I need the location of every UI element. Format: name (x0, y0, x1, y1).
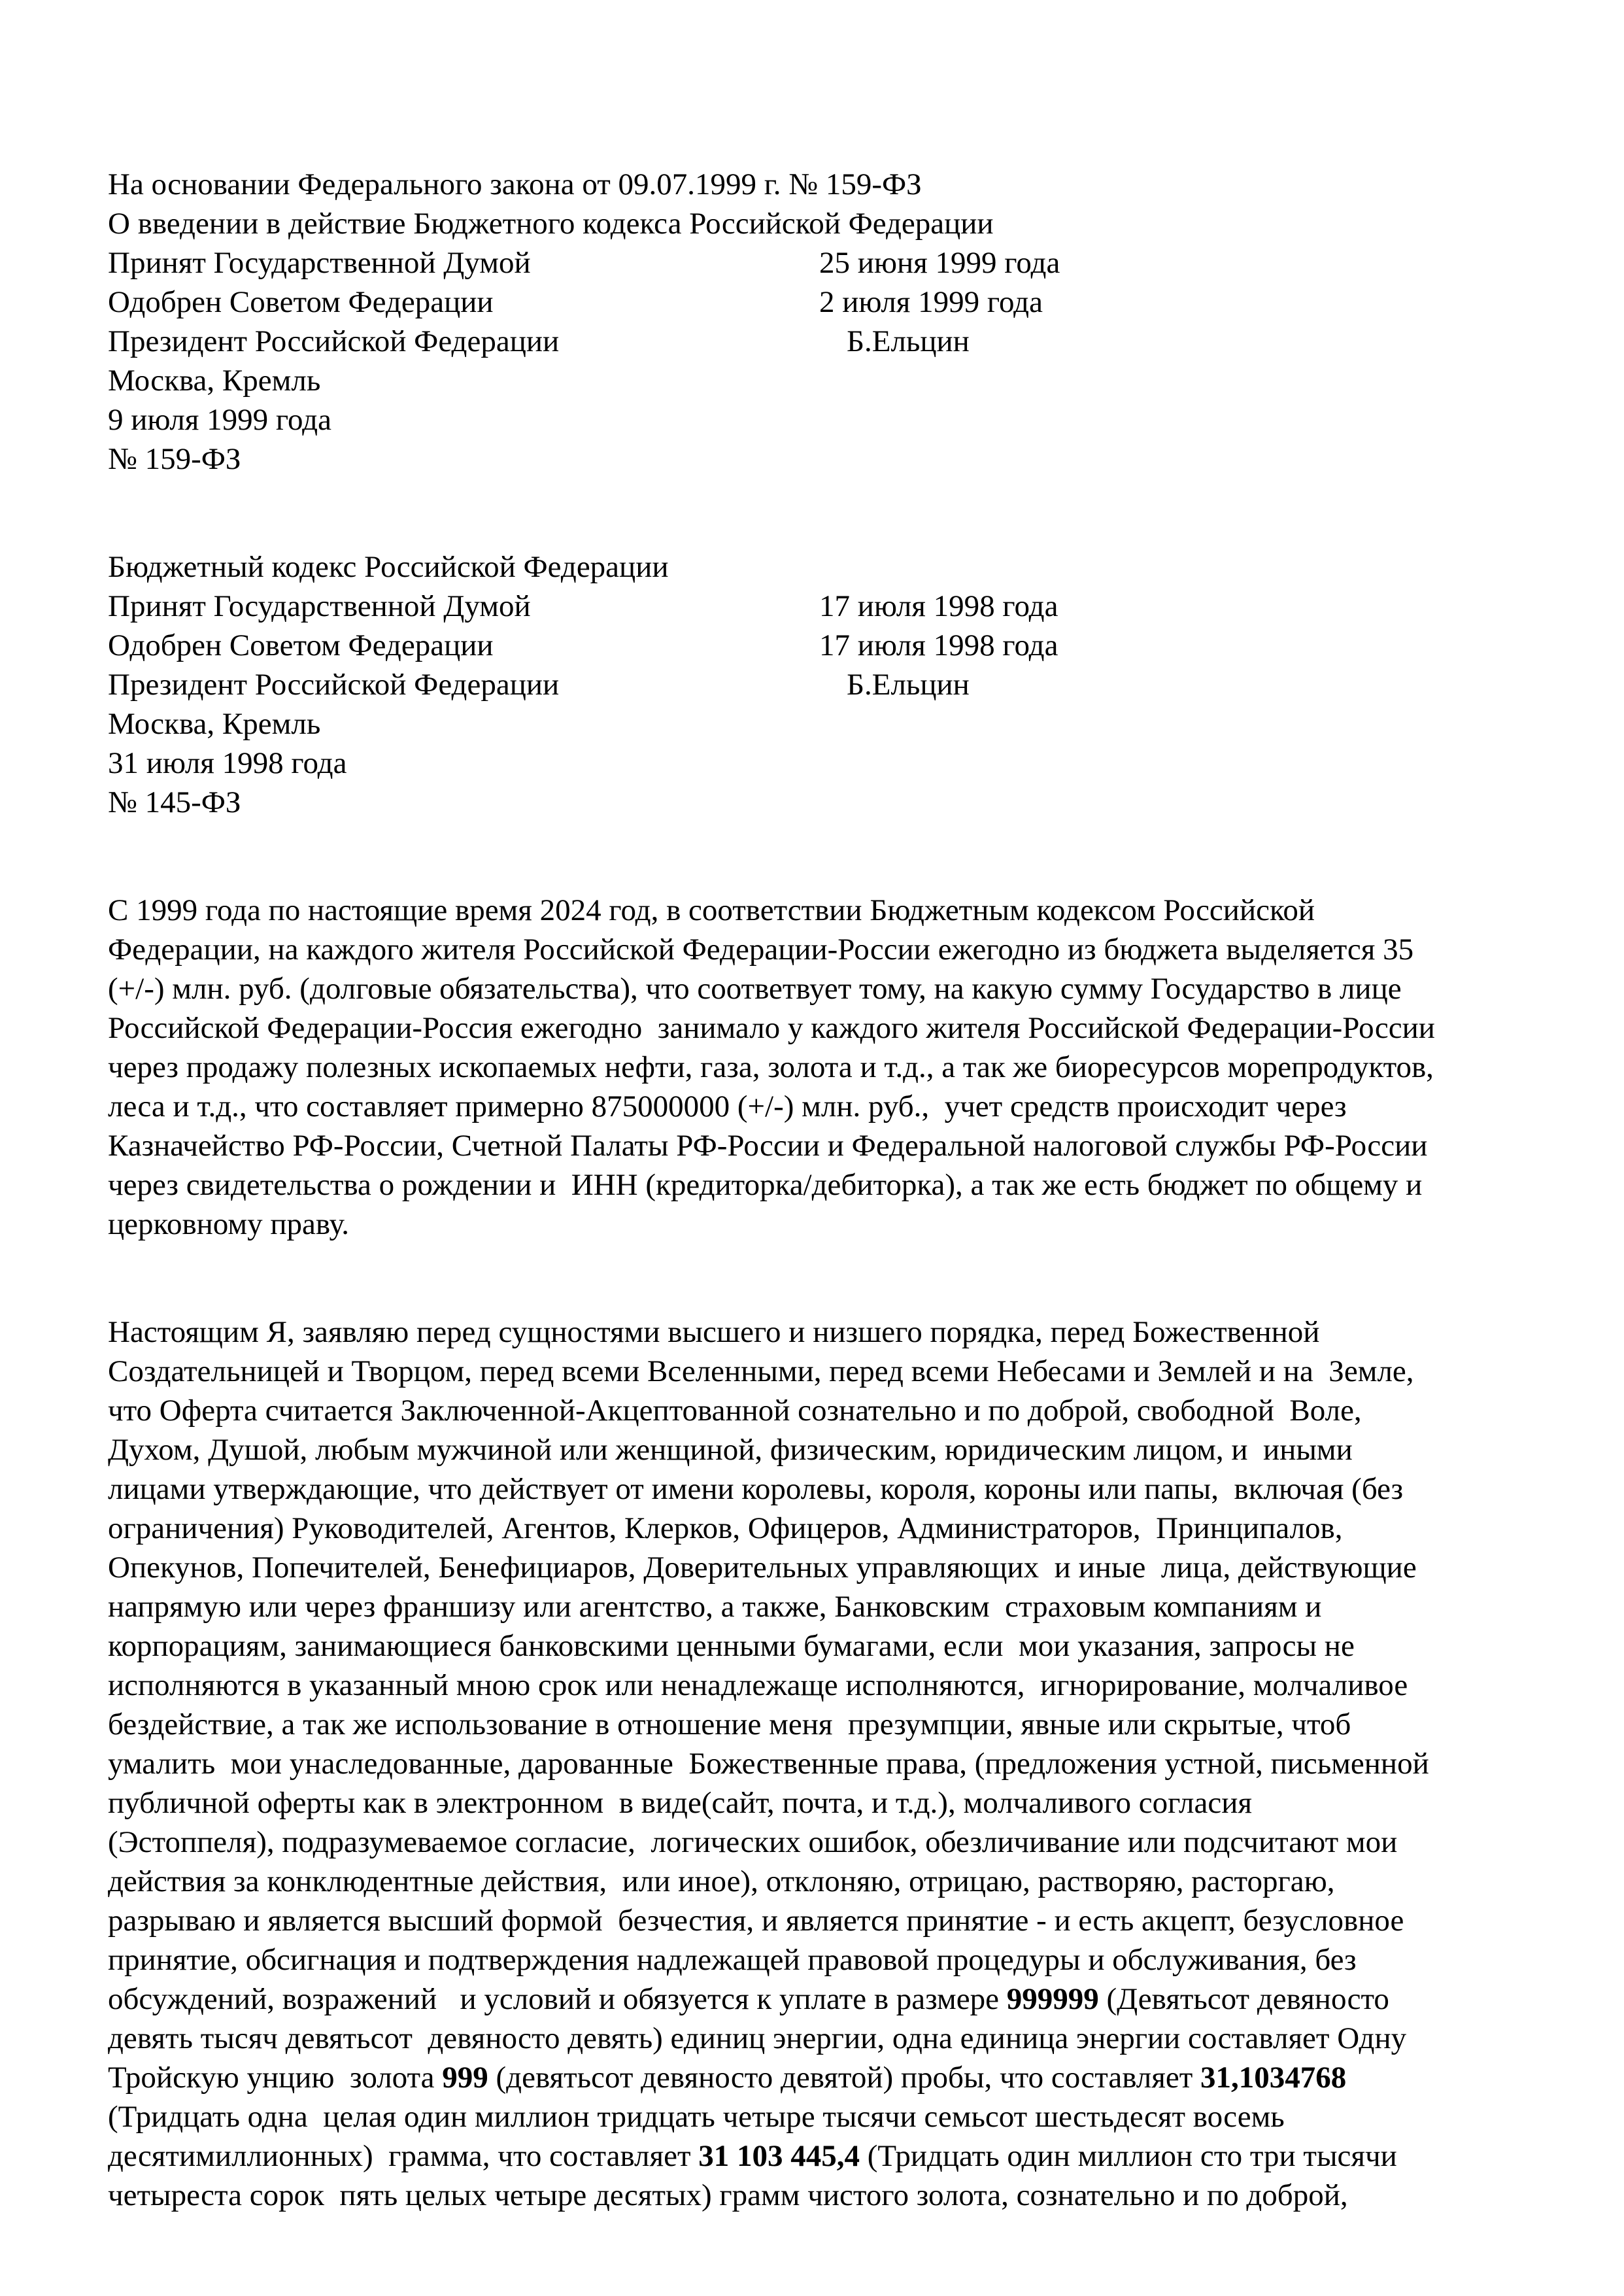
paragraph-text: Федерации, на каждого жителя Российской Федерации-России ежегодно из бюджета выделяется 35 (108, 933, 1414, 967)
text-line (108, 1783, 1546, 1823)
paragraph-text: (девятьсот девяносто девятой) пробы, что составляет (488, 2061, 1201, 2095)
line-text: Президент Российской Федерации (108, 668, 560, 702)
law-header-block-145-fz (108, 547, 1546, 822)
line-text: Бюджетный кодекс Российской Федерации (108, 550, 669, 584)
line-text: Принят Государственной Думой (108, 589, 531, 623)
text-line (108, 1048, 1546, 1087)
text-line (108, 547, 1546, 587)
text-line (108, 1352, 1546, 1391)
paragraph-text: ограничения) Руководителей, Агентов, Клерков, Офицеров, Администраторов, Принципалов, (108, 1511, 1343, 1545)
text-line (108, 1391, 1546, 1430)
text-line (108, 2019, 1546, 2058)
paragraph-text: бездействие, а так же использование в отношение меня презумпции, явные или скрытые, чтоб (108, 1707, 1351, 1741)
paragraph-text: разрываю и является высший формой безчестия, и является принятие - и есть акцепт, безусловное (108, 1904, 1404, 1938)
paragraph-text: Казначейство РФ-России, Счетной Палаты РФ-России и Федеральной налоговой службы РФ-России (108, 1129, 1428, 1163)
text-line (108, 969, 1546, 1008)
declaration-paragraph (108, 1312, 1546, 2215)
text-line (108, 1126, 1546, 1165)
block-gap (108, 822, 1546, 891)
block-gap (108, 1244, 1546, 1312)
signature-text: Б.Ельцин (847, 668, 970, 702)
text-line (108, 1705, 1546, 1744)
line-text: О введении в действие Бюджетного кодекса Российской Федерации (108, 207, 994, 241)
paragraph-text: Создательницей и Творцом, перед всеми Вселенными, перед всеми Небесами и Землей и на Земле, (108, 1354, 1414, 1388)
text-line (108, 400, 1546, 439)
text-line (108, 283, 1546, 322)
paragraph-text: (Девятьсот девяносто (1098, 1982, 1389, 2016)
text-line (108, 1940, 1546, 1979)
paragraph-text: через свидетельства о рождении и ИНН (кредиторка/дебиторка), а так же есть бюджет по общему и (108, 1168, 1423, 1202)
text-line (108, 1744, 1546, 1783)
paragraph-text: что Оферта считается Заключенной-Акцептованной сознательно и по доброй, свободной Воле, (108, 1394, 1362, 1428)
line-text: Принят Государственной Думой (108, 246, 531, 280)
law-header-block-159-fz (108, 165, 1546, 479)
text-line (108, 1469, 1546, 1509)
paragraph-text: С 1999 года по настоящие время 2024 год, в соответствии Бюджетным кодексом Российской (108, 893, 1315, 927)
paragraph-text: Российской Федерации-Россия ежегодно занимало у каждого жителя Российской Федерации-России (108, 1011, 1435, 1045)
text-line (108, 1008, 1546, 1048)
signature-text: Б.Ельцин (847, 324, 970, 358)
text-line (108, 891, 1546, 930)
text-line (108, 1087, 1546, 1126)
paragraph-text: Духом, Душой, любым мужчиной или женщиной, физическим, юридическим лицом, и иными (108, 1433, 1353, 1467)
paragraph-text: действия за конклюдентные действия, или иное), отклоняю, отрицаю, растворяю, расторгаю, (108, 1864, 1335, 1898)
paragraph-text: девять тысяч девятьсот девяносто девять) единиц энергии, одна единица энергии составляет Одну (108, 2021, 1407, 2055)
text-line (108, 165, 1546, 204)
date-text: 2 июля 1999 года (819, 285, 1043, 319)
text-line (108, 361, 1546, 400)
text-line (108, 2058, 1546, 2097)
text-line (108, 1823, 1546, 1862)
text-line (108, 243, 1546, 283)
paragraph-text: корпорациям, занимающиеся банковскими ценными бумагами, если мои указания, запросы не (108, 1629, 1355, 1663)
paragraph-text: Настоящим Я, заявляю перед сущностями высшего и низшего порядка, перед Божественной (108, 1315, 1320, 1349)
paragraph-text: напрямую или через франшизу или агентство, а также, Банковским страховым компаниям и (108, 1590, 1322, 1624)
paragraph-text: четыреста сорок пять целых четыре десятых) грамм чистого золота, сознательно и по доброй, (108, 2178, 1348, 2212)
line-text: Президент Российской Федерации (108, 324, 560, 358)
paragraph-text: принятие, обсигнация и подтверждения надлежащей правовой процедуры и обслуживания, без (108, 1943, 1357, 1977)
paragraph-text: (Тридцать одна целая один миллион тридцать четыре тысячи семьсот шестьдесят восемь (108, 2100, 1285, 2134)
text-line (108, 930, 1546, 969)
line-text: 9 июля 1999 года (108, 403, 331, 437)
paragraph-text: исполняются в указанный мною срок или ненадлежаще исполняются, игнорирование, молчаливое (108, 1668, 1408, 1702)
line-text: На основании Федерального закона от 09.07.1999 г. № 159-ФЗ (108, 167, 922, 201)
text-line (108, 439, 1546, 479)
block-gap (108, 479, 1546, 547)
text-line (108, 1626, 1546, 1666)
text-line (108, 322, 1546, 361)
text-line (108, 2176, 1546, 2215)
paragraph-text: лицами утверждающие, что действует от имени королевы, короля, короны или папы, включая (без (108, 1472, 1404, 1506)
text-line (108, 1430, 1546, 1469)
line-text: № 159-ФЗ (108, 442, 241, 476)
paragraph-text: публичной оферты как в электронном в виде(сайт, почта, и т.д.), молчаливого согласия (108, 1786, 1252, 1820)
text-line (108, 744, 1546, 783)
paragraph-text: умалить мои унаследованные, дарованные Божественные права, (предложения устной, письменной (108, 1747, 1429, 1781)
line-text: Одобрен Советом Федерации (108, 285, 494, 319)
paragraph-text: (Тридцать один миллион сто три тысячи (860, 2139, 1397, 2173)
text-line (108, 704, 1546, 744)
paragraph-text: Опекунов, Попечителей, Бенефициаров, Доверительных управляющих и иные лица, действующие (108, 1551, 1417, 1585)
paragraph-text: обсуждений, возражений и условий и обязуется к уплате в размере (108, 1982, 1007, 2016)
text-line (108, 626, 1546, 665)
text-line (108, 783, 1546, 822)
text-line (108, 1165, 1546, 1205)
text-line (108, 1205, 1546, 1244)
paragraph-text: через продажу полезных ископаемых нефти, газа, золота и т.д., а так же биоресурсов морепродуктов, (108, 1050, 1434, 1084)
paragraph-text: Тройскую унцию золота (108, 2061, 443, 2095)
bold-number: 999 (442, 2061, 488, 2095)
budget-allocation-paragraph (108, 891, 1546, 1244)
text-line (108, 1587, 1546, 1626)
line-text: Москва, Кремль (108, 364, 321, 398)
text-line (108, 1509, 1546, 1548)
bold-number: 31,1034768 (1200, 2061, 1347, 2095)
paragraph-text: десятимиллионных) грамма, что составляет (108, 2139, 699, 2173)
line-text: Москва, Кремль (108, 707, 321, 741)
text-line (108, 2136, 1546, 2176)
text-line (108, 1901, 1546, 1940)
paragraph-text: леса и т.д., что составляет примерно 875000000 (+/-) млн. руб., учет средств происходит через (108, 1089, 1347, 1123)
date-text: 17 июля 1998 года (819, 589, 1058, 623)
text-line (108, 1312, 1546, 1352)
paragraph-text: (+/-) млн. руб. (долговые обязательства), что соответвует тому, на какую сумму Государство в лице (108, 972, 1402, 1006)
text-line (108, 1666, 1546, 1705)
text-line (108, 1548, 1546, 1587)
bold-number: 31 103 445,4 (698, 2139, 860, 2173)
bold-number: 999999 (1006, 1982, 1099, 2016)
line-text: 31 июля 1998 года (108, 746, 347, 780)
paragraph-text: церковному праву. (108, 1207, 350, 1241)
date-text: 17 июля 1998 года (819, 628, 1058, 662)
text-line (108, 1862, 1546, 1901)
line-text: Одобрен Советом Федерации (108, 628, 494, 662)
paragraph-text: (Эстоппеля), подразумеваемое согласие, логических ошибок, обезличивание или подсчитают мои (108, 1825, 1398, 1859)
text-line (108, 1979, 1546, 2019)
line-text: № 145-ФЗ (108, 785, 241, 819)
text-line (108, 204, 1546, 243)
text-line (108, 665, 1546, 704)
date-text: 25 июня 1999 года (819, 246, 1060, 280)
text-line (108, 587, 1546, 626)
text-line (108, 2097, 1546, 2136)
